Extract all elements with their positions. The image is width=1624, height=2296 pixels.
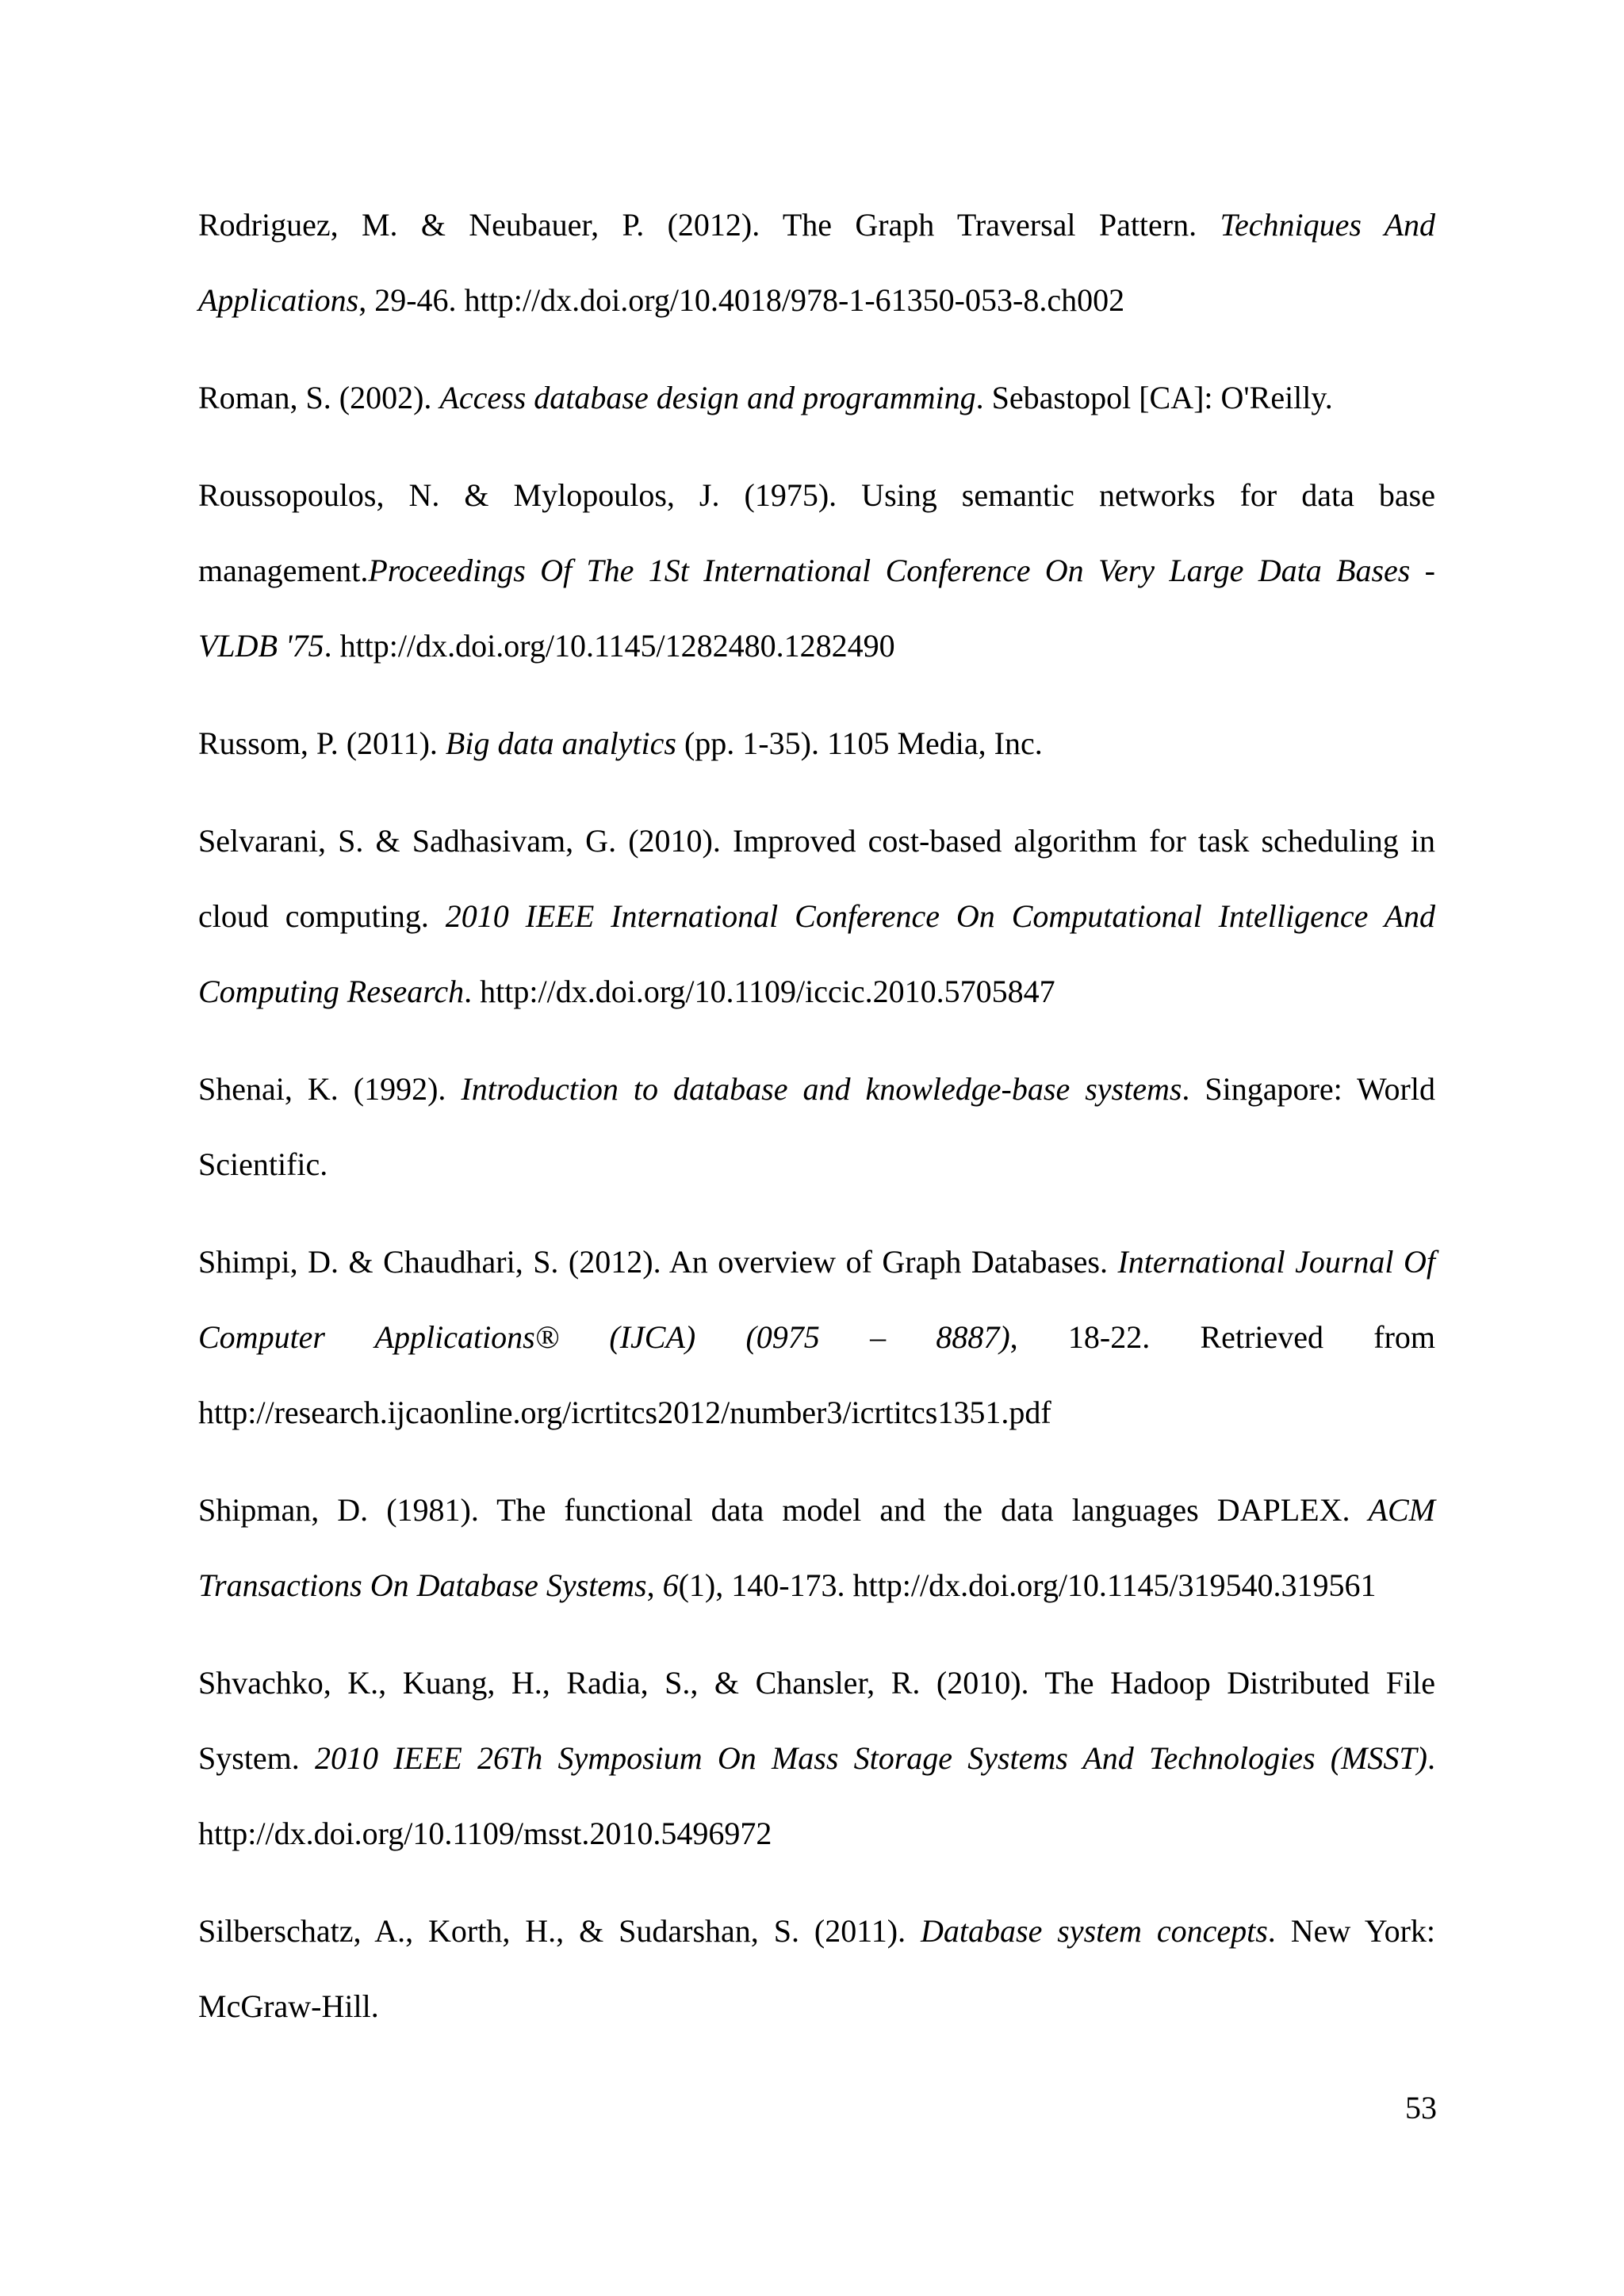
reference-entry: Shipman, D. (1981). The functional data model and the data languages DAPLEX. ACM Transactions On Database Systems, 6(1), 140-173. http://dx.doi.org/10.1145/319540.319561 xyxy=(198,1492,1435,1603)
reference-entry: Roman, S. (2002). Access database design and programming. Sebastopol [CA]: O'Reilly. xyxy=(198,380,1333,415)
reference-entry: Roussopoulos, N. & Mylopoulos, J. (1975). Using semantic networks for data base management.Proceedings Of The 1St International Conference On Very Large Data Bases - VLDB '75. http://dx.doi.org/10.1145/1282480.1282490 xyxy=(198,477,1435,664)
reference-list xyxy=(198,187,1435,2066)
reference-entry: Shimpi, D. & Chaudhari, S. (2012). An overview of Graph Databases. International Journal Of Computer Applications® (IJCA) (0975 – 8887), 18-22. Retrieved from http://research.ijcaonline.org/icrtitcs2012/number3/icrtitcs1351.pdf xyxy=(198,1244,1436,1430)
reference-entry: Shenai, K. (1992). Introduction to database and knowledge-base systems. Singapore: World Scientific. xyxy=(198,1071,1435,1182)
reference-entry: Shvachko, K., Kuang, H., Radia, S., & Chansler, R. (2010). The Hadoop Distributed File System. 2010 IEEE 26Th Symposium On Mass Storage Systems And Technologies (MSST). http://dx.doi.org/10.1109/msst.2010.5496972 xyxy=(198,1665,1435,1851)
reference-entry: Rodriguez, M. & Neubauer, P. (2012). The Graph Traversal Pattern. Techniques And Applications, 29-46. http://dx.doi.org/10.4018/978-1-61350-053-8.ch002 xyxy=(198,207,1436,318)
page-number: 53 xyxy=(1405,2090,1437,2126)
reference-entry: Silberschatz, A., Korth, H., & Sudarshan, S. (2011). Database system concepts. New York: McGraw-Hill. xyxy=(198,1913,1436,2024)
reference-entry: Selvarani, S. & Sadhasivam, G. (2010). Improved cost-based algorithm for task scheduling in cloud computing. 2010 IEEE International Conference On Computational Intelligence And Computing Research. http://dx.doi.org/10.1109/iccic.2010.5705847 xyxy=(198,823,1435,1009)
reference-entry: Russom, P. (2011). Big data analytics (pp. 1-35). 1105 Media, Inc. xyxy=(198,725,1043,761)
